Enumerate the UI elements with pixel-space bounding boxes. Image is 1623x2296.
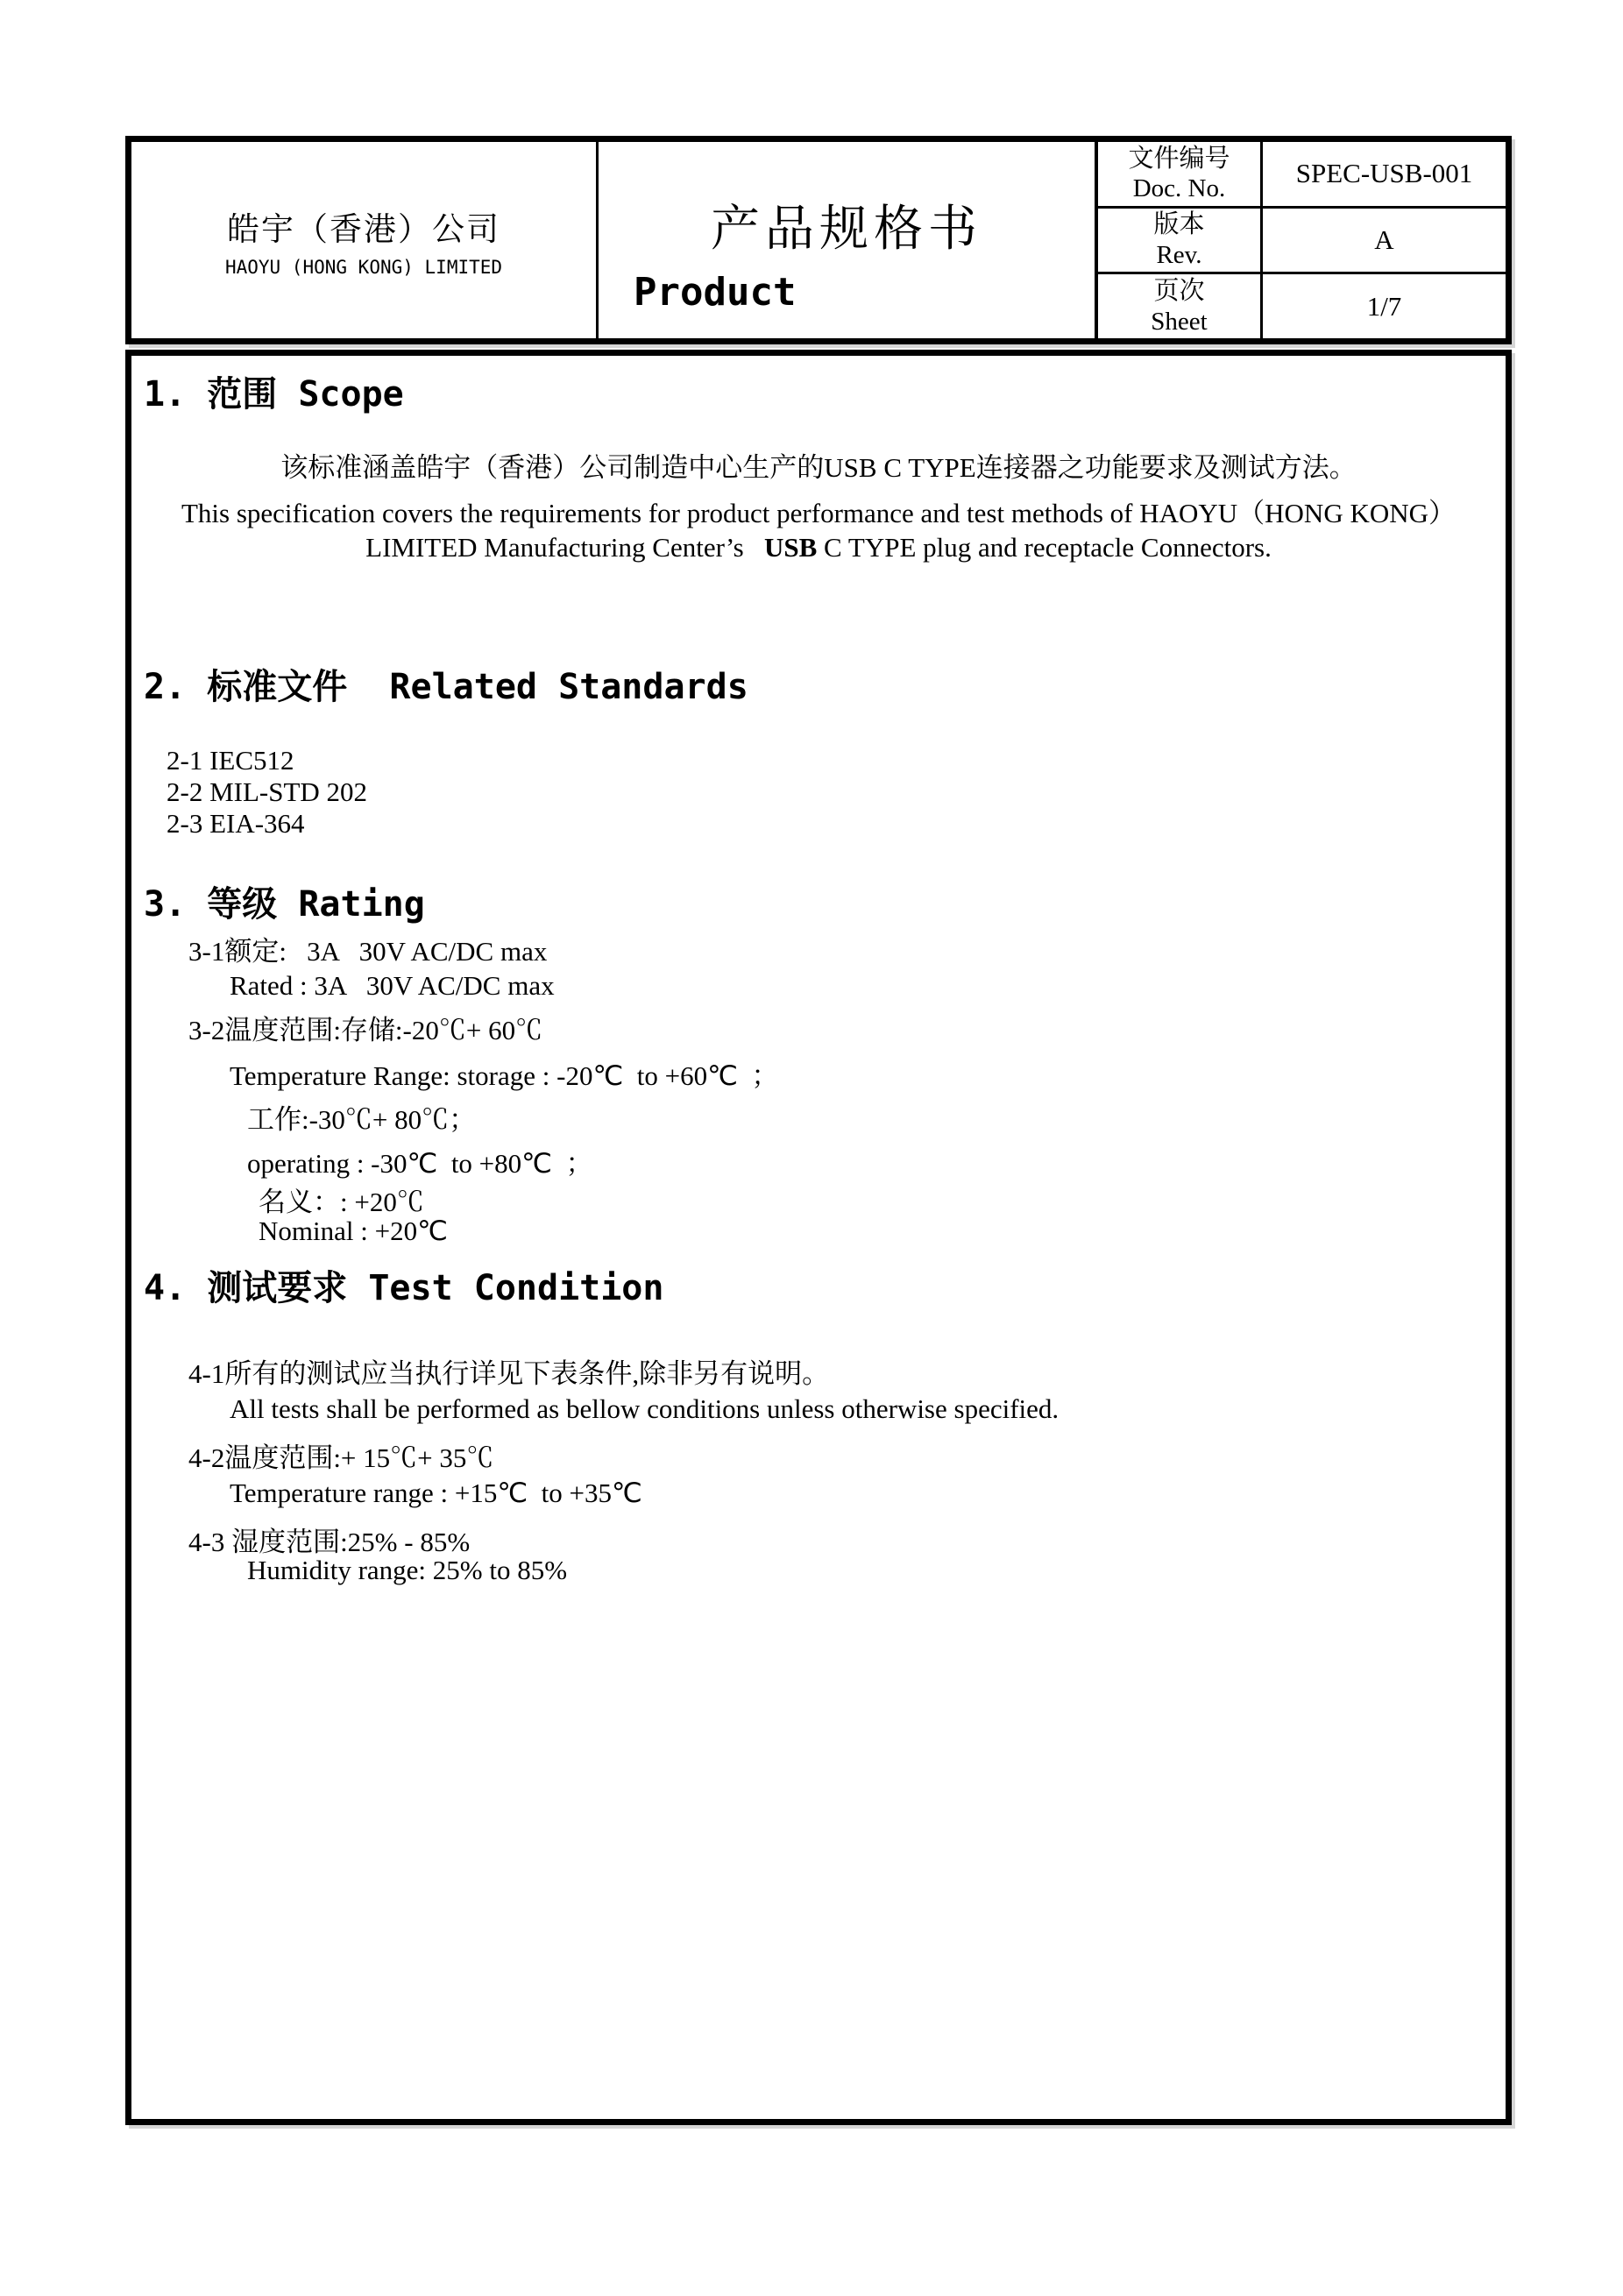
scope-en2-pre: LIMITED Manufacturing Center’s bbox=[365, 532, 764, 563]
rating-line-nominal-en: Nominal : +20℃ bbox=[259, 1215, 448, 1246]
meta-row-doc-no bbox=[1098, 142, 1506, 209]
rev-value: A bbox=[1374, 224, 1394, 255]
rating-line-rated-en: Rated : 3A 30V AC/DC max bbox=[230, 970, 555, 1001]
doc-no-label bbox=[1098, 142, 1263, 206]
section-2-heading: 2. 标准文件 Related Standards bbox=[144, 667, 748, 707]
test-condition-line-all-tests-en: All tests shall be performed as bellow conditions unless otherwise specified. bbox=[230, 1393, 1060, 1424]
test-condition-line-temp-cn: 4-2温度范围:+ 15℃+ 35℃ bbox=[188, 1442, 494, 1473]
document-title-cn: 产品规格书 bbox=[711, 202, 982, 257]
rating-line-temp-range-en: Temperature Range: storage : -20℃ to +60℃ ； bbox=[230, 1060, 779, 1091]
standard-item-eia-364: 2-3 EIA-364 bbox=[167, 808, 305, 839]
test-condition-line-humidity-en: Humidity range: 25% to 85% bbox=[247, 1555, 568, 1585]
rating-line-temp-range-cn: 3-2温度范围:存储:-20℃+ 60℃ bbox=[188, 1015, 543, 1045]
standard-item-iec512: 2-1 IEC512 bbox=[167, 745, 294, 776]
company-cell bbox=[131, 142, 599, 338]
scope-en2-post: C TYPE plug and receptacle Connectors. bbox=[817, 532, 1272, 563]
scope-paragraph-en-line2 bbox=[131, 532, 1506, 563]
rating-line-operating-cn: 工作:-30℃+ 80℃； bbox=[247, 1104, 477, 1135]
rating-line-rated-cn: 3-1额定: 3A 30V AC/DC max bbox=[188, 936, 548, 967]
meta-row-sheet bbox=[1098, 274, 1506, 338]
sheet-label-en: Sheet bbox=[1151, 307, 1208, 336]
rev-label-cn: 版本 bbox=[1153, 210, 1205, 239]
doc-no-value: SPEC-USB-001 bbox=[1295, 158, 1473, 189]
scope-en2-usb-bold: USB bbox=[763, 532, 818, 563]
sheet-label-cn: 页次 bbox=[1153, 276, 1205, 305]
scope-paragraph-cn: 该标准涵盖皓宇（香港）公司制造中心生产的USB C TYPE连接器之功能要求及测试方法。 bbox=[280, 452, 1357, 483]
doc-no-label-en: Doc. No. bbox=[1132, 174, 1226, 203]
scope-paragraph-en-line1: This specification covers the requirements for product performance and test methods of HAOYU（HONG KONG） bbox=[181, 498, 1456, 528]
rating-line-operating-en: operating : -30℃ to +80℃ ； bbox=[247, 1148, 593, 1179]
sheet-value: 1/7 bbox=[1366, 290, 1402, 322]
company-name-cn: 皓宇（香港）公司 bbox=[227, 212, 500, 248]
rev-label bbox=[1098, 209, 1263, 273]
test-condition-line-humidity-cn: 4-3 湿度范围:25% - 85% bbox=[188, 1527, 471, 1557]
rating-line-nominal-cn: 名义：: +20℃ bbox=[259, 1187, 424, 1217]
section-3-heading: 3. 等级 Rating bbox=[144, 884, 425, 925]
test-condition-line-all-tests-cn: 4-1所有的测试应当执行详见下表条件,除非另有说明。 bbox=[188, 1358, 830, 1389]
document-header-table bbox=[125, 136, 1512, 344]
title-cell bbox=[599, 142, 1098, 338]
test-condition-line-temp-en: Temperature range : +15℃ to +35℃ bbox=[230, 1478, 642, 1508]
standard-item-mil-std-202: 2-2 MIL-STD 202 bbox=[167, 776, 368, 807]
document-title-en: Product bbox=[634, 270, 797, 315]
rev-label-en: Rev. bbox=[1156, 241, 1202, 269]
meta-row-rev bbox=[1098, 209, 1506, 275]
section-4-heading: 4. 测试要求 Test Condition bbox=[144, 1268, 664, 1308]
sheet-label bbox=[1098, 274, 1263, 338]
doc-no-label-cn: 文件编号 bbox=[1128, 144, 1230, 173]
meta-table bbox=[1098, 142, 1506, 338]
document-body bbox=[125, 350, 1512, 2125]
company-name-en: HAOYU (HONG KONG) LIMITED bbox=[224, 257, 503, 278]
section-1-heading: 1. 范围 Scope bbox=[144, 374, 404, 415]
